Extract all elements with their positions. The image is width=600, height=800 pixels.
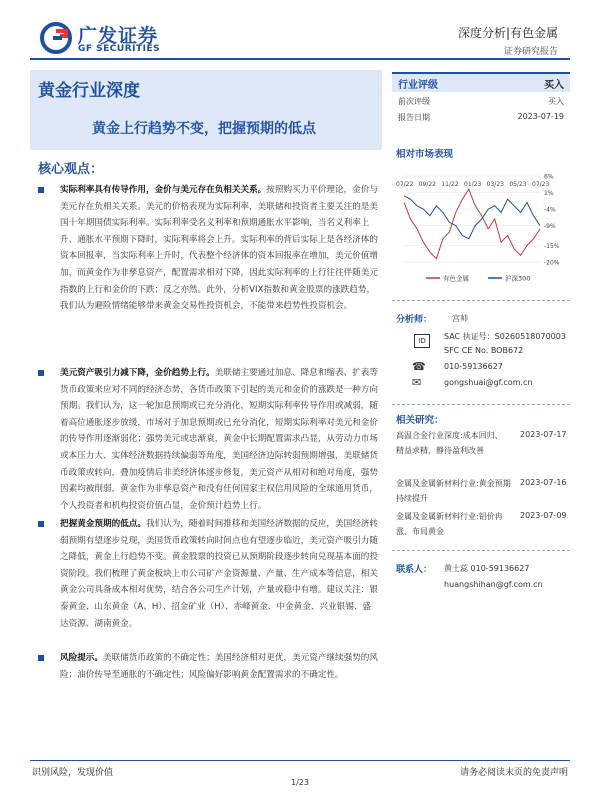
id-card-icon: ID: [414, 334, 430, 348]
y-tick-label: -20%: [544, 259, 560, 267]
y-tick-label: -15%: [544, 242, 560, 250]
x-tick-label: 09/22: [418, 181, 436, 188]
analyst-sac: SAC 执证号：S0260518070003: [444, 332, 566, 341]
core-paragraph-4: [38, 650, 378, 683]
contact-email: huangshihan@gf.com.cn: [444, 580, 543, 589]
legend-label: 有色金属: [443, 274, 469, 283]
logo-en: GF SECURITIES: [78, 44, 161, 54]
divider: [392, 404, 570, 405]
bullet-icon: [38, 370, 44, 376]
prev-rating-label: 前次评级: [398, 97, 430, 106]
x-tick-label: 07/22: [396, 181, 414, 188]
related-item[interactable]: 金属及金属新材料行业:黄金预期持续提升: [396, 479, 511, 503]
analyst-name: 宫帅: [452, 314, 468, 323]
report-date-value: 2023-07-19: [517, 112, 564, 121]
bullet-icon: [38, 521, 44, 527]
series-line: [404, 196, 540, 239]
x-tick-label: 07/23: [532, 181, 550, 188]
report-category: 深度分析|有色金属: [457, 26, 558, 40]
related-date: 2023-07-17: [520, 430, 567, 439]
divider: [392, 300, 570, 301]
x-tick-label: 01/23: [464, 181, 482, 188]
analyst-phone: 010-59136627: [444, 362, 503, 371]
x-tick-label: 05/23: [509, 181, 527, 188]
series-line: [404, 189, 540, 259]
bullet-icon: [38, 655, 44, 661]
contact-name-phone: 黄士蕊 010-59136627: [444, 564, 530, 573]
prev-rating-value: 买入: [548, 97, 564, 106]
related-title: 相关研究：: [396, 415, 444, 426]
legend-label: 沪深300: [505, 274, 531, 283]
report-subtitle: 黄金上行趋势不变，把握预期的低点: [92, 121, 316, 137]
report-type: 证券研究报告: [503, 47, 558, 57]
report-date-label: 报告日期: [398, 113, 430, 122]
x-tick-label: 11/22: [441, 181, 459, 188]
paragraph-body: 美联储主要通过加息、降息和缩表、扩表等货币政策来应对不同的经济态势，各货币政策下引起的美元和金价的涨跌是一种方向预期。我们认为，这一轮加息预期或已充分消化，短期实际利率传导作用或减弱，随着高位通胀逐步放缓，市场对于加息预期或已充分消化，短期实际利率对美元和金价的传导作用逐渐弱化；强势美元或忠渐衰，黄金中长期配置需求凸显，从劳动力市场或本压力大、实体经济数据持续偏弱等角度，美国经济边际转弱预期增强，美联储货币政策或转向，叠加疫情后非美经济体逐步修复，美元资产从相对和绝对角度，强势因素均被削弱，黄金作为非孳息资产和没有任何国家主权信用风险的全球通用货币，个人投资者和机构投资价值凸显，金价预计趋势上行。: [60, 368, 378, 511]
contact-label: 联系人：: [396, 565, 433, 575]
y-tick-label: -9%: [544, 223, 556, 231]
y-tick-label: -4%: [544, 206, 556, 214]
header-divider: [30, 58, 570, 60]
footer-slogan: 识别风险，发现价值: [32, 768, 114, 778]
rating-value: 买入: [544, 80, 564, 91]
divider: [392, 550, 570, 551]
core-heading: 核心观点：: [38, 162, 104, 177]
paragraph-lead: 风险提示。: [60, 653, 103, 663]
rating-label: 行业评级: [398, 80, 438, 91]
related-item[interactable]: 金属及金属新材料行业:铝价冉涨、布局黄金: [396, 512, 503, 536]
paragraph-lead: 美元资产吸引力减下降，金价趋势上行。: [60, 368, 215, 378]
email-icon: ✉: [412, 376, 422, 389]
footer-divider: [30, 760, 570, 761]
paragraph-lead: 把握黄金预期的低点。: [60, 519, 146, 529]
phone-icon: ☎: [412, 360, 426, 373]
logo-cn: 广发证券: [78, 25, 159, 47]
relative-performance-chart: [398, 170, 568, 285]
prev-rating-row: [392, 96, 570, 107]
rating-bar: [392, 72, 570, 92]
core-paragraph-2: [38, 365, 378, 514]
paragraph-lead: 实际利率具有传导作用，金价与美元存在负相关关系。: [60, 185, 267, 195]
page-number: 1/23: [291, 778, 309, 787]
market-title: 相对市场表现: [396, 149, 454, 160]
core-paragraph-1: [38, 182, 378, 315]
report-title: 黄金行业深度: [38, 81, 140, 101]
paragraph-body: 按照购买力平价理论，金价与美元存在负相关关系。美元的价格表现为实际利率，美联储和投资者主要关注的是美国十年期国债实际利率。实际利率受名义利率和预期通胀水平影响，当名义利率上升、通胀水平预期下降时，实际利率将会上升。实际利率的背后实际上是各经济体的资本回报率，当实际利率上升时，代表整个经济体的资本回报率在增加，美元价值增加，而黄金作为非孳息资产，配置需求相对下降，因此实际利率的上行往往伴随美元指数的上行和金价的下跌；反之亦然。此外，分析VIX指数和黄金股票的涨跌趋势，我们认为避险情绪能够带来黄金交易性投资机会，不能带来趋势性投资机会。: [60, 185, 378, 312]
analyst-email: gongshuai@gf.com.cn: [444, 378, 533, 387]
related-date: 2023-07-16: [520, 478, 567, 487]
x-tick-label: 03/23: [486, 181, 504, 188]
related-date: 2023-07-09: [520, 511, 567, 520]
analyst-label: 分析师：: [396, 315, 433, 325]
analyst-sfc: SFC CE No. BOB672: [444, 346, 524, 355]
y-tick-label: 1%: [544, 190, 554, 198]
paragraph-body: 美联储货币政策的不确定性；美国经济相对更优，美元资产继续强势的风险；油价传导至通胀的不确定性；风险偏好影响黄金配置需求的不确定性。: [60, 653, 378, 680]
gf-logo-icon: [40, 22, 72, 54]
bullet-icon: [38, 187, 44, 193]
y-tick-label: 6%: [544, 173, 554, 181]
paragraph-body: 我们认为，随着时间推移和美国经济数据的反应，美国经济转弱预期有望逐步兑现，美国货币政策转向时间点也有望逐步临近，美元资产吸引力随之降低，黄金上行趋势不变。黄金股票的投资已从预期阶段逐步转向兑现基本面的投资阶段。我们梳理了黄金板块上市公司矿产金资源量、产量、生产成本等信息，相关黄金公司具备成本相对优势，结合各公司生产计划，产量或稳中有增。建议关注：银泰黄金、山东黄金（A、H）、招金矿业（H）、赤峰黄金、中金黄金、兴业银锡、盛达资源、湖南黄金。: [60, 519, 378, 629]
report-date-row: [392, 112, 570, 123]
footer-disclaimer: 请务必阅读末页的免责声明: [459, 768, 568, 778]
related-item[interactable]: 高温合金行业深度:成本回归、精益求精，静待盈利改善: [396, 431, 503, 455]
core-paragraph-3: [38, 516, 378, 632]
